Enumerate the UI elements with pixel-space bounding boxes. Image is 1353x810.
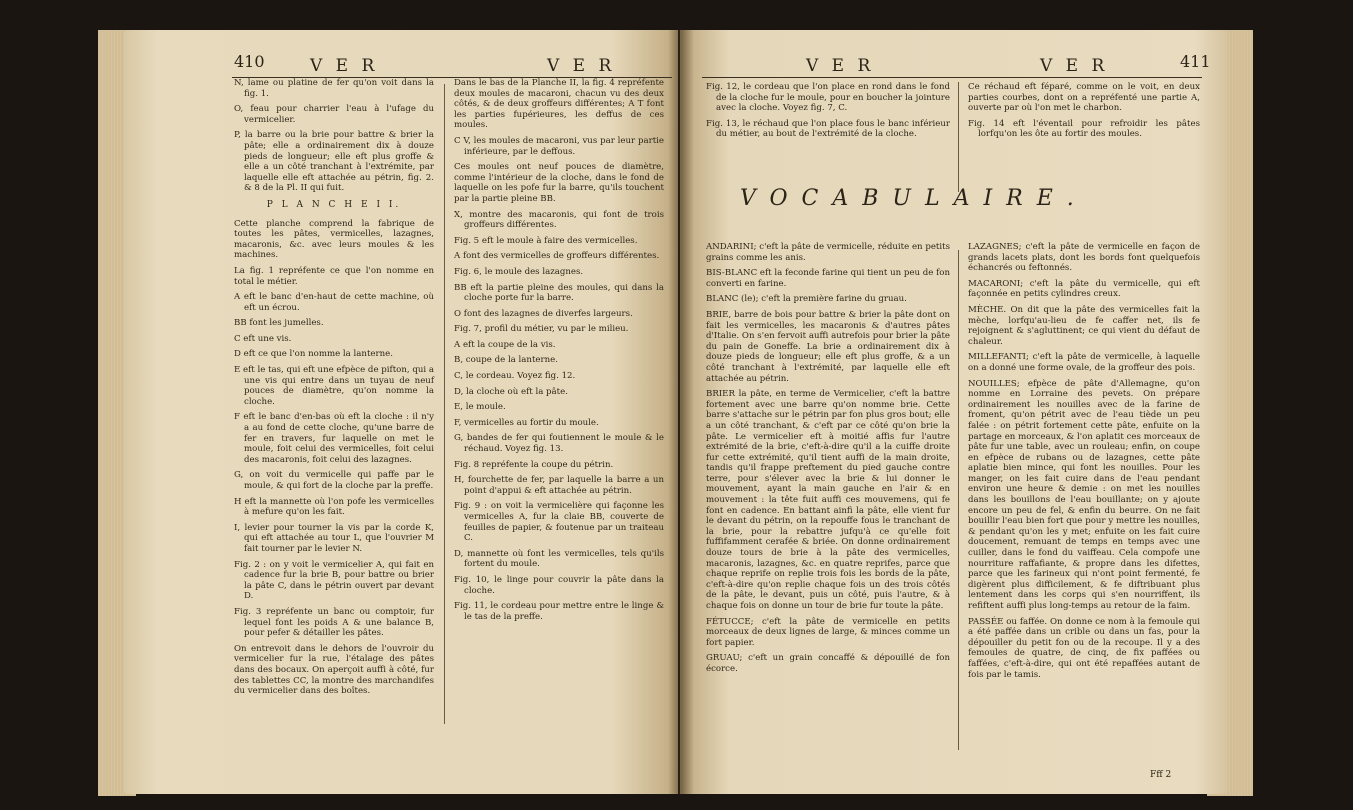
entry: D, mannette où font les vermicelles, tels qu'ils fortent du moule. <box>454 548 664 570</box>
entry: H, fourchette de fer, par laquelle la barre a un point d'appui & eft attachée au pétrin. <box>454 475 664 496</box>
entry: A font des vermicelles de groffeurs différentes. <box>454 251 660 262</box>
running-header: V E R <box>547 56 616 76</box>
entry: G, bandes de fer qui foutiennent le moule & le réchaud. Voyez fig. 13. <box>454 433 664 455</box>
entry: I, levier pour tourner la vis par la corde K, qui eft attachée au tour L, que l'ouvrier M fait tourner par le levier N. <box>234 522 434 554</box>
signature-mark: Fff 2 <box>1150 770 1172 780</box>
entry: D, la cloche où eft la pâte. <box>454 386 568 397</box>
column-rule <box>444 84 445 724</box>
entry: BB font les jumelles. <box>234 318 324 329</box>
entry: BRIE, barre de bois pour battre & brier la pâte dont on fait les vermicelles, les macaronis & d'autres pâtes d'Italie. On s'en fervoit auffi autrefois pour brier la pâte du pain de Goneffe. La brie a ordinairement dix à douze pieds de longueur; elle eft plus groffe, & a un côté tranchant à l'extrémité, par laquelle elle eft attachée au pétrin. <box>706 309 950 384</box>
entry: Fig. 10, le linge pour couvrir la pâte dans la cloche. <box>454 574 664 596</box>
entry: D eft ce que l'on nomme la lanterne. <box>234 349 393 360</box>
entry: G, on voit du vermicelle qui paffe par le moule, & qui fort de la cloche par la preffe. <box>234 470 434 491</box>
left-column-2 <box>454 78 664 627</box>
entry: NOUILLES; efpèce de pâte d'Allemagne, qu'on nomme en Lorraine des pevets. On prépare ordinairement les nouilles avec de la farine de froment, qu'on pétrit avec de l'eau tiède un peu falée : on pétrit fortement cette pâte, enfuite on la partage en morceaux, & l'on aplatit ces morceaux de pâte fur une table, avec un rouleau; enfin, on coupe en efpèce de rubans ou de lazagnes, cette pâte aplatie bien mince, qui font les nouilles. Pour les manger, on les fait cuire dans de l'eau pendant environ une heure & demie : on met les nouilles dans les bouillons de l'eau bouillante; on y ajoute encore un peu de fel, & enfin du beurre. On ne fait bouillir l'eau bien fort que pour y mettre les nouilles, & pendant qu'on les y met; enfuite on les fait cuire doucement, remuant de temps en temps avec une cuiller, dans le fond du vaiffeau. Cela compofe une nourriture raffafiante, & propre dans les difettes, parce que les farineux qui n'ont point fermenté, fe digèrent plus difficilement, & fe diftribuant plus lentement dans les corps qui s'en nourriffent, ils refiftent auffi plus long-temps au retour de la faim. <box>968 378 1200 611</box>
entry: Fig. 6, le moule des lazagnes. <box>454 266 584 277</box>
header-rule <box>702 77 1202 78</box>
entry: GRUAU; c'eft un grain concaffé & dépouillé de fon écorce. <box>706 653 950 674</box>
entry: Fig. 3 repréfente un banc ou comptoir, fur lequel font les poids A & une balance B, pour pefer & détailler les pâtes. <box>234 606 434 639</box>
entry: MÈCHE. On dit que la pâte des vermicelles fait la mèche, lorfqu'au-lieu de fe caffer net, ils fe rejoignent & s'agluttinent; ce qui vient du défaut de chaleur. <box>968 304 1200 347</box>
left-page <box>124 30 678 794</box>
entry: E eft le tas, qui eft une efpèce de pifton, qui a une vis qui entre dans un tuyau de neuf pouces de diamètre, qu'on nomme la cloche. <box>234 365 434 407</box>
running-header: V E R <box>806 56 875 76</box>
vocabulary-title: VOCABULAIRE. <box>740 186 1088 211</box>
entry: O, feau pour charrier l'eau à l'ufage du vermicelier. <box>234 104 434 125</box>
entry: Fig. 13, le réchaud que l'on place fous le banc inférieur du métier, au bout de l'extrémité de la cloche. <box>706 118 950 140</box>
entry: PASSÉE ou faffée. On donne ce nom à la femoule qui a été paffée dans un crible ou dans un fas, pour la dépouiller du petit fon ou de la recoupe. Il y a des femoules de quatre, de cinq, de fix paffées ou faffées, c'eft-à-dire, qui ont été repaffées autant de fois par le tamis. <box>968 616 1200 680</box>
right-page <box>680 30 1228 794</box>
entry: F eft le banc d'en-bas où eft la cloche : il n'y a au fond de cette cloche, qu'une barre de fer en travers, fur laquelle on met le moule, foit celui des vermicelles, foit celui des macaronis, foit celui des lazagnes. <box>234 412 434 465</box>
running-header: V E R <box>310 56 379 76</box>
entry: Ces moules ont neuf pouces de diamètre, comme l'intérieur de la cloche, dans le fond de laquelle on les pofe fur la barre, qu'ils touchent par la partie pleine BB. <box>454 162 664 204</box>
entry: X, montre des macaronis, qui font de trois groffeurs différentes. <box>454 209 664 231</box>
entry: MILLEFANTI; c'eft la pâte de vermicelle, à laquelle on a donné une forme ovale, de la groffeur des pois. <box>968 352 1200 373</box>
entry: Fig. 7, profil du métier, vu par le milieu. <box>454 324 629 335</box>
entry: BRIER la pâte, en terme de Vermicelier, c'eft la battre fortement avec une barre qu'on nomme brie. Cette barre s'attache sur le pétrin par fon plus gros bout; elle a un côté tranchant, & c'eft par ce côté qu'on brie la pâte. Le vermicelier eft à moitié affis fur l'autre extrémité de la brie, c'eft-à-dire qu'il a la cuiffe droite fur cette extrémité, qu'il tient auffi de la main droite, tandis qu'il frappe preftement du pied gauche contre terre, pour s'élever avec la brie & lui donner le mouvement, ayant la main gauche en l'air & en mouvement : la tête fuit auffi ces mouvemens, qui fe font en cadence. En battant ainfi la pâte, elle vient fur le devant du pétrin, on la repouffe fous le tranchant de la brie, pour la rebattre jufqu'à ce qu'elle foit fuffifamment cerafée & briée. On donne ordinairement douze tours de brie à la pâte des vermicelles, macaronis, lazagnes, &c. en quatre reprifes, parce que chaque reprife on replie trois fois les bords de la pâte, c'eft-à-dire qu'on replie chaque fois un des trois côtés de la pâte, le devant, puis un côté, puis l'autre, & à chaque fois on donne un tour de brie fur toute la pâte. <box>706 389 950 611</box>
entry: C eft une vis. <box>234 333 292 344</box>
left-column-1 <box>234 78 434 702</box>
entry: Fig. 14 eft l'éventail pour refroidir les pâtes lorfqu'on les ôte au fortir des moules. <box>968 118 1200 140</box>
entry: C, le cordeau. Voyez fig. 12. <box>454 371 576 382</box>
column-rule <box>958 250 959 750</box>
section-heading: P L A N C H E I I. <box>266 199 402 210</box>
entry: ANDARINI; c'eft la pâte de vermicelle, réduite en petits grains comme les anis. <box>706 242 950 263</box>
page-number: 411 <box>1180 52 1211 71</box>
entry: BLANC (le); c'eft la première farine du gruau. <box>706 294 907 305</box>
page-number: 410 <box>234 52 265 71</box>
entry: Ce réchaud eft féparé, comme on le voit, en deux parties courbes, dont on a repréfenté une partie A, ouverte par où l'on met le charbon. <box>968 82 1200 114</box>
entry: Fig. 11, le cordeau pour mettre entre le linge & le tas de la preffe. <box>454 601 664 622</box>
entry: P, la barre ou la brie pour battre & brier la pâte; elle a ordinairement dix à douze pieds de longueur; elle eft plus groffe & elle a un côté tranchant à l'extrémite, par laquelle elle eft attachée au pétrin, fig. 2. & 8 de la Pl. II qui fuit. <box>234 130 434 194</box>
entry: Fig. 8 repréfente la coupe du pétrin. <box>454 459 614 470</box>
vocabulary-column-2 <box>968 242 1200 685</box>
running-header: V E R <box>1040 56 1109 76</box>
entry: FÉTUCCE; c'eft la pâte de vermicelle en petits morceaux de deux lignes de large, & minces comme un fort papier. <box>706 616 950 648</box>
entry: C V, les moules de macaroni, vus par leur partie inférieure, par le deffous. <box>454 135 664 157</box>
entry: Fig. 12, le cordeau que l'on place en rond dans le fond de la cloche fur le moule, pour en boucher la jointure avec la cloche. Voyez fig. 7, C. <box>706 82 950 114</box>
entry: H eft la mannette où l'on pofe les vermicelles à mefure qu'on les fait. <box>234 496 434 518</box>
right-top-column-1 <box>706 82 950 145</box>
entry: A eft le banc d'en-haut de cette machine, où eft un écrou. <box>234 292 434 313</box>
entry: Fig. 2 : on y voit le vermicelier A, qui fait en cadence fur la brie B, pour battre ou brier la pâte C, dans le pétrin ouvert par devant D. <box>234 559 434 602</box>
entry: N, lame ou platine de fer qu'on voit dans la fig. 1. <box>234 78 434 99</box>
entry: F, vermicelles au fortir du moule. <box>454 417 599 428</box>
entry: LAZAGNES; c'eft la pâte de vermicelle en façon de grands lacets plats, dont les bords font quelquefois échancrés ou feftonnés. <box>968 242 1200 274</box>
entry: O font des lazagnes de diverfes largeurs. <box>454 308 633 319</box>
entry: A eft la coupe de la vis. <box>454 339 556 350</box>
book-gutter <box>668 30 694 794</box>
entry: MACARONI; c'eft la pâte du vermicelle, qui eft façonnée en petits cylindres creux. <box>968 278 1200 300</box>
vocabulary-column-1 <box>706 242 950 680</box>
right-top-column-2 <box>968 82 1200 145</box>
entry: Dans le bas de la Planche II, la fig. 4 repréfente deux moules de macaroni, chacun vu des deux côtés, & de deux groffeurs différentes; A T font les parties fupérieures, les deffus de ces moules. <box>454 78 664 131</box>
entry: E, le moule. <box>454 402 506 413</box>
entry: B, coupe de la lanterne. <box>454 355 558 366</box>
entry: Fig. 9 : on voit la vermicelière qui façonne les vermicelles A, fur la claie BB, couverte de feuilles de papier, & foutenue par un traiteau C. <box>454 501 664 544</box>
entry: La fig. 1 repréfente ce que l'on nomme en total le métier. <box>234 265 434 287</box>
entry: On entrevoit dans le dehors de l'ouvroir du vermicelier fur la rue, l'étalage des pâtes dans des bocaux. On aperçoit auffi à côté, fur des tablettes CC, la montre des marchandifes du vermicelier dans des boîtes. <box>234 643 434 697</box>
entry: BB eft la partie pleine des moules, qui dans la cloche porte fur la barre. <box>454 282 664 304</box>
entry: Fig. 5 eft le moule à faire des vermicelles. <box>454 235 638 246</box>
column-rule <box>958 82 959 192</box>
entry: Cette planche comprend la fabrique de toutes les pâtes, vermicelles, lazagnes, macaronis, &c. avec leurs moules & les machines. <box>234 218 434 261</box>
entry: BIS-BLANC eft la feconde farine qui tient un peu de fon converti en farine. <box>706 268 950 289</box>
